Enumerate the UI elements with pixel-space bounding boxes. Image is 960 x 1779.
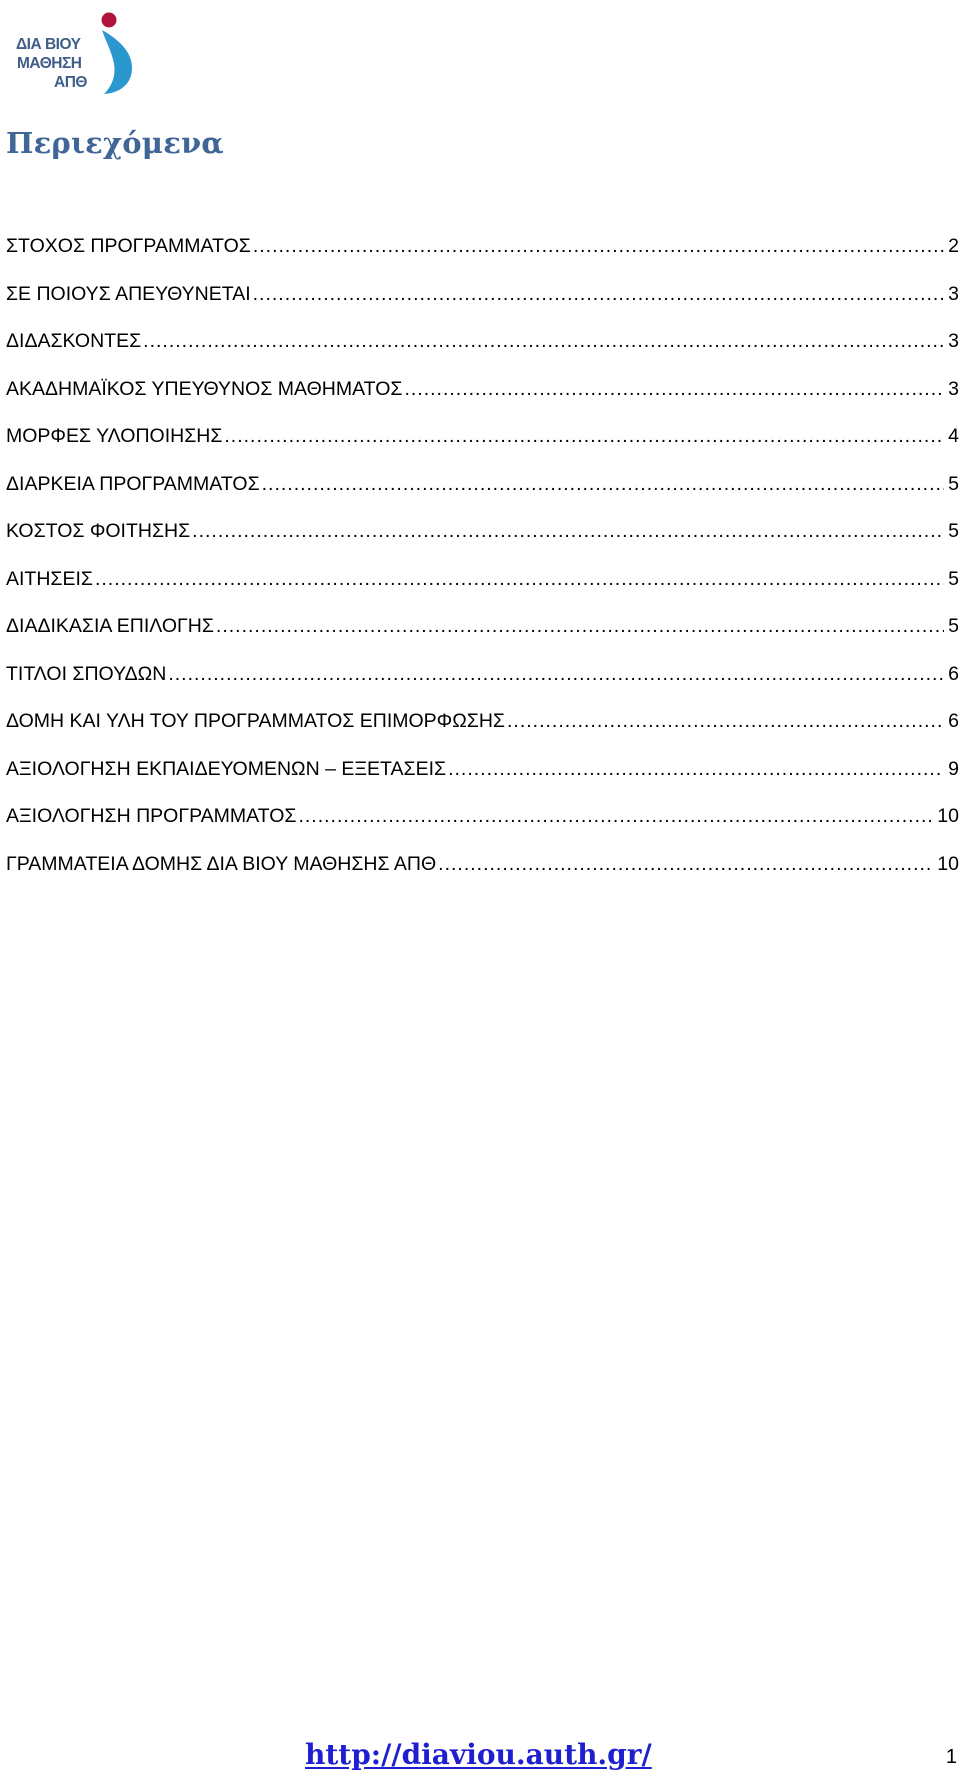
toc-entry[interactable] xyxy=(6,517,959,565)
toc-entry[interactable] xyxy=(6,660,959,708)
toc-entry[interactable] xyxy=(6,707,959,755)
toc-entry[interactable] xyxy=(6,327,959,375)
toc-leader-dots xyxy=(216,612,944,640)
toc-entry-title: ΓΡΑΜΜΑΤΕΙΑ ΔΟΜΗΣ ΔΙΑ ΒΙΟΥ ΜΑΘΗΣΗΣ ΑΠΘ xyxy=(6,852,437,875)
toc-entry-title: ΔΙΔΑΣΚΟΝΤΕΣ xyxy=(6,330,142,352)
toc-entry-page: 5 xyxy=(948,615,959,637)
logo-line-3: ΑΠΘ xyxy=(54,74,87,91)
toc-entry-title: ΣΤΟΧΟΣ ΠΡΟΓΡΑΜΜΑΤΟΣ xyxy=(6,235,251,257)
toc-leader-dots xyxy=(143,327,944,355)
toc-entry[interactable] xyxy=(6,565,959,613)
toc-entry[interactable] xyxy=(6,612,959,660)
toc-entry[interactable] xyxy=(6,280,959,328)
page-number: 1 xyxy=(945,1746,957,1768)
logo-graphic xyxy=(16,12,138,94)
toc-entry[interactable] xyxy=(6,375,959,423)
toc-leader-dots xyxy=(404,375,944,403)
toc-entry-title: ΔΙΑΡΚΕΙΑ ΠΡΟΓΡΑΜΜΑΤΟΣ xyxy=(6,472,260,495)
toc-entry-page: 4 xyxy=(948,425,959,447)
toc-entry-page: 6 xyxy=(948,662,959,685)
toc-heading: Περιεχόμενα xyxy=(6,126,224,160)
toc-leader-dots xyxy=(253,232,944,260)
toc-entry-page: 5 xyxy=(948,567,959,590)
toc-entry-page: 3 xyxy=(948,282,959,305)
toc-entry-title: ΤΙΤΛΟΙ ΣΠΟΥΔΩΝ xyxy=(6,662,167,685)
toc-entry[interactable] xyxy=(6,470,959,518)
logo xyxy=(16,12,138,94)
toc-leader-dots xyxy=(507,707,944,735)
toc-entry-page: 9 xyxy=(948,757,959,780)
toc-leader-dots xyxy=(438,850,933,878)
toc-entry-page: 10 xyxy=(937,805,959,827)
toc-entry[interactable] xyxy=(6,232,959,280)
toc-leader-dots xyxy=(224,422,944,450)
toc-entry-page: 2 xyxy=(948,235,959,257)
toc-entry-title: ΑΚΑΔΗΜΑΪΚΟΣ ΥΠΕΥΘΥΝΟΣ ΜΑΘΗΜΑΤΟΣ xyxy=(6,377,403,400)
toc-entry-title: ΑΞΙΟΛΟΓΗΣΗ ΕΚΠΑΙΔΕΥΟΜΕΝΩΝ – ΕΞΕΤΑΣΕΙΣ xyxy=(6,757,447,780)
toc-entry[interactable] xyxy=(6,802,959,850)
toc-entry-title: ΣΕ ΠΟΙΟΥΣ ΑΠΕΥΘΥΝΕΤΑΙ xyxy=(6,282,251,305)
toc-leader-dots xyxy=(448,755,944,783)
toc-leader-dots xyxy=(253,280,945,308)
toc-entry-title: ΚΟΣΤΟΣ ΦΟΙΤΗΣΗΣ xyxy=(6,520,191,542)
toc-entry-page: 5 xyxy=(948,520,959,542)
toc-entry-page: 3 xyxy=(948,377,959,400)
toc-entry-page: 5 xyxy=(948,472,959,495)
logo-swoosh-shape xyxy=(102,30,132,94)
logo-line-2: ΜΑΘΗΣΗ xyxy=(17,55,82,72)
toc-entry[interactable] xyxy=(6,755,959,803)
toc-entry-title: ΑΙΤΗΣΕΙΣ xyxy=(6,567,93,590)
toc-entry-title: ΔΙΑΔΙΚΑΣΙΑ ΕΠΙΛΟΓΗΣ xyxy=(6,615,214,637)
toc-leader-dots xyxy=(298,802,933,830)
toc-leader-dots xyxy=(192,517,944,545)
table-of-contents xyxy=(6,232,959,897)
toc-entry-page: 10 xyxy=(937,852,959,875)
toc-entry-title: ΑΞΙΟΛΟΓΗΣΗ ΠΡΟΓΡΑΜΜΑΤΟΣ xyxy=(6,805,297,827)
toc-entry[interactable] xyxy=(6,422,959,470)
toc-entry-title: ΜΟΡΦΕΣ ΥΛΟΠΟΙΗΣΗΣ xyxy=(6,425,223,447)
toc-entry[interactable] xyxy=(6,850,959,898)
toc-leader-dots xyxy=(168,660,944,688)
toc-leader-dots xyxy=(95,565,944,593)
logo-line-1: ΔΙΑ ΒΙΟΥ xyxy=(16,36,81,53)
toc-entry-page: 6 xyxy=(948,710,959,732)
toc-leader-dots xyxy=(262,470,945,498)
logo-dot-shape xyxy=(102,13,117,28)
toc-entry-page: 3 xyxy=(948,330,959,352)
website-link[interactable]: http://diaviou.auth.gr/ xyxy=(305,1738,652,1771)
toc-entry-title: ΔΟΜΗ ΚΑΙ ΥΛΗ ΤΟΥ ΠΡΟΓΡΑΜΜΑΤΟΣ ΕΠΙΜΟΡΦΩΣΗΣ xyxy=(6,710,505,732)
